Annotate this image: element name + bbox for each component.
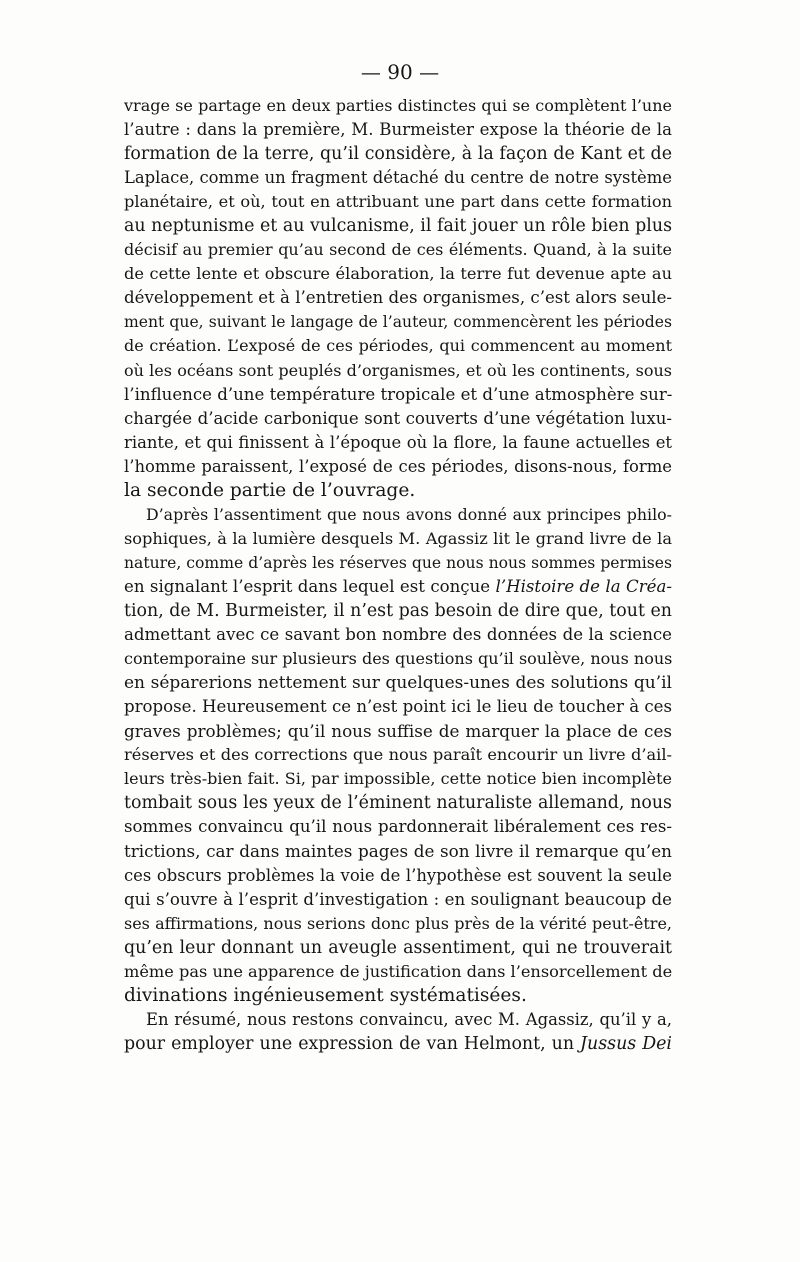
text-line: développement et à l’entretien des organismes, c’est alors seule- (124, 288, 672, 308)
text-line: tion, de M. Burmeister, il n’est pas besoin de dire que, tout en (124, 600, 672, 621)
text-line: Laplace, comme un fragment détaché du centre de notre système (124, 168, 672, 188)
text-line: ces obscurs problèmes la voie de l’hypothèse est souvent la seule (124, 865, 672, 885)
text-line: qui s’ouvre à l’esprit d’investigation : en soulignant beaucoup de (124, 889, 672, 909)
text-line: formation de la terre, qu’il considère, à la façon de Kant et de (124, 144, 672, 165)
text-line: riante, et qui finissent à l’époque où la flore, la faune actuelles et (124, 432, 672, 452)
text-line: tombait sous les yeux de l’éminent naturaliste allemand, nous (124, 793, 672, 814)
italic-latin-phrase: Jussus Dei (580, 1033, 672, 1054)
text-line: planétaire, et où, tout en attribuant une part dans cette formation (124, 192, 672, 212)
text-line: réserves et des corrections que nous paraît encourir un livre d’ail- (124, 745, 672, 765)
text-line: En résumé, nous restons convaincu, avec M. Agassiz, qu’il y a, (146, 1009, 672, 1029)
text-line: de cette lente et obscure élaboration, la terre fut devenue apte au (124, 264, 672, 284)
text-line: D’après l’assentiment que nous avons donné aux principes philo- (146, 504, 672, 524)
text-line: même pas une apparence de justification dans l’ensorcellement de (124, 961, 672, 981)
text-line: contemporaine sur plusieurs des questions qu’il soulève, nous nous (124, 649, 672, 669)
text-line-part: pour employer une expression de van Helmont, un (124, 1033, 575, 1054)
text-line: décisif au premier qu’au second de ces éléments. Quand, à la suite (124, 240, 672, 260)
text-line: l’autre : dans la première, M. Burmeister expose la théorie de la (124, 120, 672, 140)
text-line: en séparerions nettement sur quelques-unes des solutions qu’il (124, 673, 672, 694)
text-line: graves problèmes; qu’il nous suffise de marquer la place de ces (124, 721, 672, 742)
text-line: l’influence d’une température tropicale et d’une atmosphère sur- (124, 384, 672, 404)
text-line: chargée d’acide carbonique sont couverts d’une végétation luxu- (124, 408, 672, 428)
text-line: sommes convaincu qu’il nous pardonnerait libéralement ces res- (124, 817, 672, 837)
italic-title: l’Histoire de la Créa- (495, 576, 672, 596)
text-line: leurs très-bien fait. Si, par impossible, cette notice bien incomplète (124, 769, 672, 789)
text-line (124, 575, 672, 599)
text-line: nature, comme d’après les réserves que nous nous sommes permises (124, 553, 672, 572)
text-line: trictions, car dans maintes pages de son livre il remarque qu’en (124, 841, 672, 862)
text-line: vrage se partage en deux parties distinctes qui se complètent l’une (124, 96, 672, 115)
text-line: sophiques, à la lumière desquels M. Agassiz lit le grand livre de la (124, 528, 672, 548)
text-line: ses affirmations, nous serions donc plus près de la vérité peut-être, (124, 913, 672, 933)
text-line: admettant avec ce savant bon nombre des données de la science (124, 625, 672, 645)
text-line-part: en signalant l’esprit dans lequel est conçue (124, 576, 491, 596)
text-line: qu’en leur donnant un aveugle assentiment, qui ne trouverait (124, 937, 672, 958)
text-line: où les océans sont peuplés d’organismes, et où les continents, sous (124, 360, 672, 380)
text-line: l’homme paraissent, l’exposé de ces périodes, disons-nous, forme (124, 456, 672, 476)
text-line (124, 1032, 672, 1056)
text-line: propose. Heureusement ce n’est point ici le lieu de toucher à ces (124, 697, 672, 717)
text-line: au neptunisme et au vulcanisme, il fait jouer un rôle bien plus (124, 216, 672, 237)
text-line: divinations ingénieusement systématisées. (124, 984, 527, 1006)
page-number: — 90 — (360, 60, 440, 84)
body-text (124, 94, 672, 1056)
text-line: la seconde partie de l’ouvrage. (124, 479, 416, 501)
text-line: ment que, suivant le langage de l’auteur, commencèrent les périodes (124, 313, 672, 332)
text-line: de création. L’exposé de ces périodes, qui commencent au moment (124, 336, 672, 356)
